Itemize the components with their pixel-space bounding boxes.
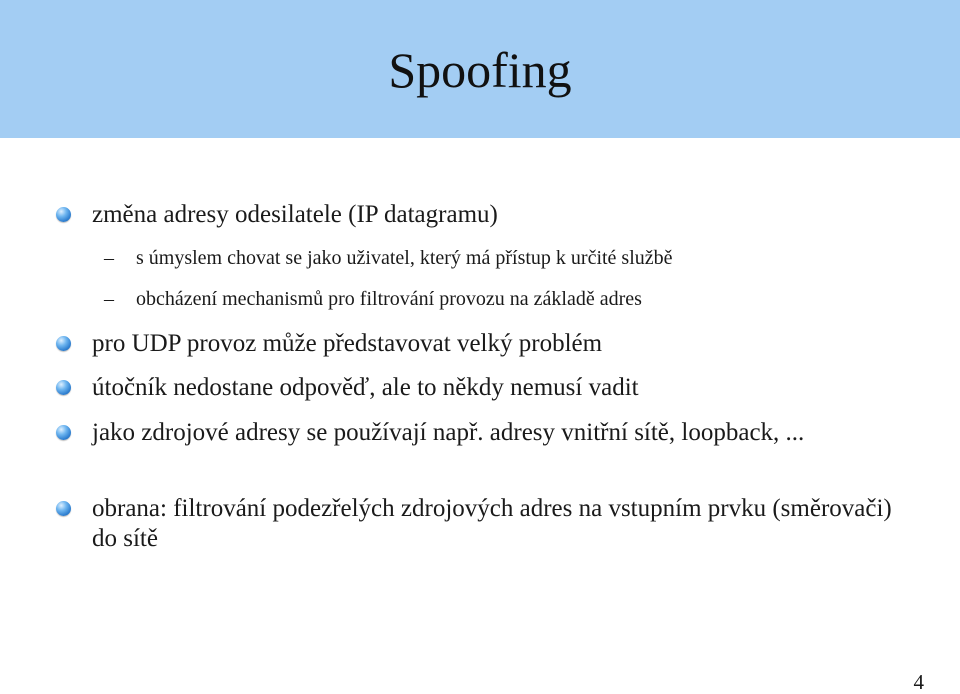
sphere-bullet-icon [56, 336, 71, 351]
sphere-bullet-icon [56, 207, 71, 222]
dash-icon: – [104, 288, 114, 310]
bullet-item: změna adresy odesilatele (IP datagramu) [92, 201, 498, 228]
sub-bullet-item: s úmyslem chovat se jako uživatel, který má přístup k určité službě [136, 247, 673, 269]
dash-icon: – [104, 247, 114, 269]
sphere-bullet-icon [56, 501, 71, 516]
page-number: 4 [913, 670, 924, 694]
bullet-item: jako zdrojové adresy se používají např. adresy vnitřní sítě, loopback, ... [92, 419, 805, 446]
bullet-item: útočník nedostane odpověď, ale to někdy nemusí vadit [92, 374, 639, 401]
sub-bullet-item: obcházení mechanismů pro filtrování provozu na základě adres [136, 288, 642, 310]
sphere-bullet-icon [56, 380, 71, 395]
sphere-bullet-icon [56, 425, 71, 440]
bullet-item: pro UDP provoz může představovat velký problém [92, 330, 603, 357]
bullet-item: obrana: filtrování podezřelých zdrojových adres na vstupním prvku (směrovači) do sítě [92, 495, 892, 552]
slide-title: Spoofing [388, 42, 572, 98]
